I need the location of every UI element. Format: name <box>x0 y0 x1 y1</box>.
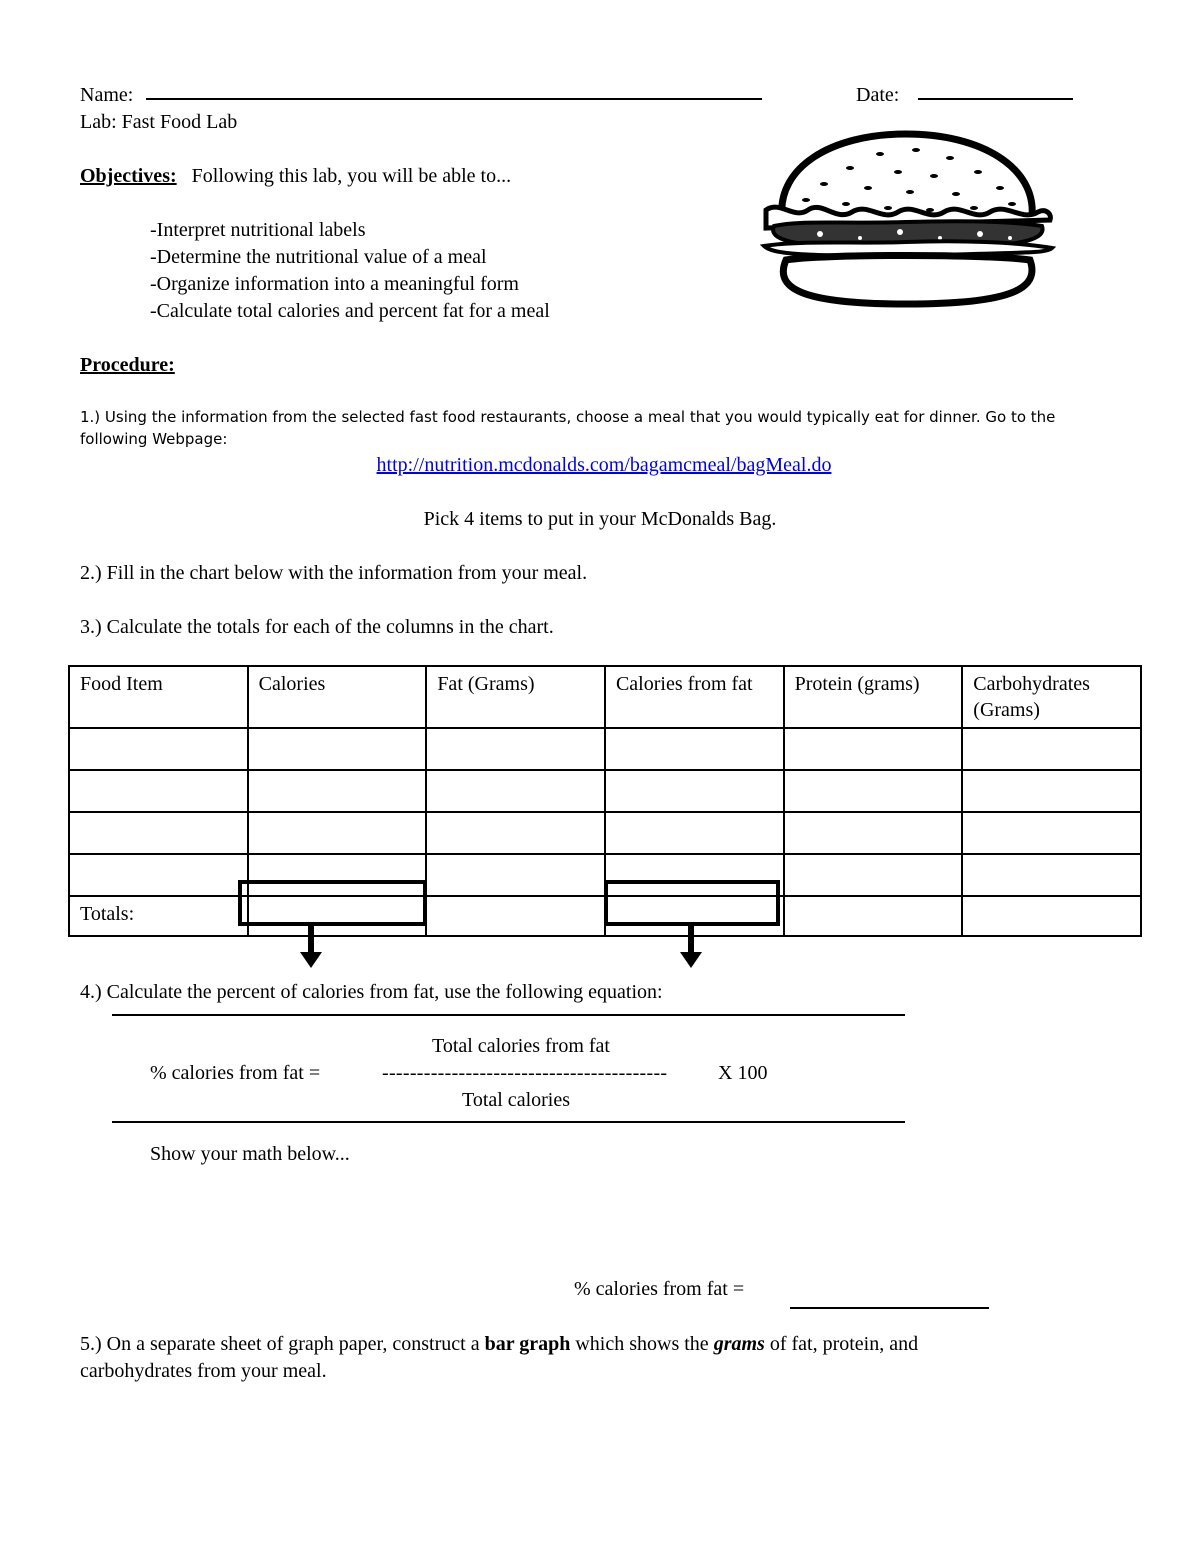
result-blank-line[interactable] <box>790 1307 989 1309</box>
table-cell[interactable] <box>784 770 963 812</box>
table-cell[interactable] <box>69 854 248 896</box>
table-cell[interactable] <box>605 728 784 770</box>
table-cell[interactable] <box>426 854 605 896</box>
totals-label: Totals: <box>69 896 248 936</box>
show-math-text: Show your math below... <box>150 1143 350 1165</box>
table-cell[interactable] <box>962 854 1141 896</box>
table-cell[interactable] <box>426 770 605 812</box>
table-row <box>69 812 1141 854</box>
equation-fraction-bar: ----------------------------------------- <box>382 1062 668 1084</box>
table-cell[interactable] <box>962 770 1141 812</box>
step3-text: 3.) Calculate the totals for each of the columns in the chart. <box>80 616 554 638</box>
total-carbohydrates-cell[interactable] <box>962 896 1141 936</box>
objective-item: -Interpret nutritional labels <box>150 219 366 241</box>
step5-part3: of fat, protein, and <box>764 1333 919 1355</box>
result-label: % calories from fat = <box>574 1278 745 1300</box>
objectives-heading: Objectives: <box>80 165 177 187</box>
objective-item: -Organize information into a meaningful form <box>150 273 519 295</box>
objective-item: -Determine the nutritional value of a meal <box>150 246 487 268</box>
total-calories-highlight-box <box>238 880 427 926</box>
pick-items-text: Pick 4 items to put in your McDonalds Bag. <box>423 508 777 530</box>
date-label: Date: <box>856 84 900 106</box>
objectives-section <box>80 165 511 188</box>
equation-lhs: % calories from fat = <box>150 1062 321 1084</box>
table-cell[interactable] <box>426 812 605 854</box>
table-cell[interactable] <box>69 812 248 854</box>
step5-part2: which shows the <box>570 1333 714 1355</box>
equation-denominator: Total calories <box>462 1089 570 1111</box>
table-cell[interactable] <box>69 728 248 770</box>
procedure-heading: Procedure: <box>80 354 175 376</box>
url-line <box>0 454 1200 477</box>
table-cell[interactable] <box>248 728 427 770</box>
step2-text: 2.) Fill in the chart below with the information from your meal. <box>80 562 588 584</box>
total-protein-cell[interactable] <box>784 896 963 936</box>
equation-top-rule <box>112 1014 905 1016</box>
step5-bold: bar graph <box>484 1333 571 1355</box>
table-cell[interactable] <box>962 812 1141 854</box>
equation-bottom-rule <box>112 1121 905 1123</box>
header-fat-grams: Fat (Grams) <box>426 666 605 728</box>
header-calories-from-fat: Calories from fat <box>605 666 784 728</box>
table-cell[interactable] <box>784 812 963 854</box>
step5-bold-italic: grams <box>713 1333 765 1355</box>
step1-text-cont: following Webpage: <box>80 430 228 448</box>
step5-part1: 5.) On a separate sheet of graph paper, construct a <box>80 1333 485 1355</box>
table-cell[interactable] <box>605 812 784 854</box>
step1-text: 1.) Using the information from the selected fast food restaurants, choose a meal that you would typically eat for dinner. Go to the <box>80 408 1056 426</box>
objective-item: -Calculate total calories and percent fat for a meal <box>150 300 550 322</box>
down-arrow-icon <box>680 926 702 970</box>
table-cell[interactable] <box>69 770 248 812</box>
mcdonalds-bag-meal-link[interactable]: http://nutrition.mcdonalds.com/bagamcmeal/bagMeal.do <box>376 454 832 476</box>
equation-multiplier: X 100 <box>718 1062 768 1084</box>
step5-text-cont: carbohydrates from your meal. <box>80 1360 327 1382</box>
table-cell[interactable] <box>248 812 427 854</box>
date-blank-line[interactable] <box>918 98 1073 100</box>
objectives-intro: Following this lab, you will be able to... <box>191 165 512 187</box>
table-cell[interactable] <box>248 770 427 812</box>
total-fat-calories-highlight-box <box>604 880 780 926</box>
name-label: Name: <box>80 84 134 106</box>
header-carbohydrates-grams: Carbohydrates (Grams) <box>962 666 1141 728</box>
down-arrow-icon <box>300 926 322 970</box>
lab-title: Lab: Fast Food Lab <box>80 111 238 133</box>
table-cell[interactable] <box>784 728 963 770</box>
step5-text <box>80 1333 918 1356</box>
table-cell[interactable] <box>426 728 605 770</box>
total-fat-cell[interactable] <box>426 896 605 936</box>
name-blank-line[interactable] <box>146 98 762 100</box>
hamburger-icon <box>760 128 1056 310</box>
table-header-row <box>69 666 1141 728</box>
table-cell[interactable] <box>784 854 963 896</box>
table-row <box>69 728 1141 770</box>
step4-text: 4.) Calculate the percent of calories from fat, use the following equation: <box>80 981 663 1003</box>
header-protein-grams: Protein (grams) <box>784 666 963 728</box>
table-cell[interactable] <box>605 770 784 812</box>
table-cell[interactable] <box>962 728 1141 770</box>
header-calories: Calories <box>248 666 427 728</box>
table-row <box>69 770 1141 812</box>
header-food-item: Food Item <box>69 666 248 728</box>
equation-numerator: Total calories from fat <box>432 1035 610 1057</box>
